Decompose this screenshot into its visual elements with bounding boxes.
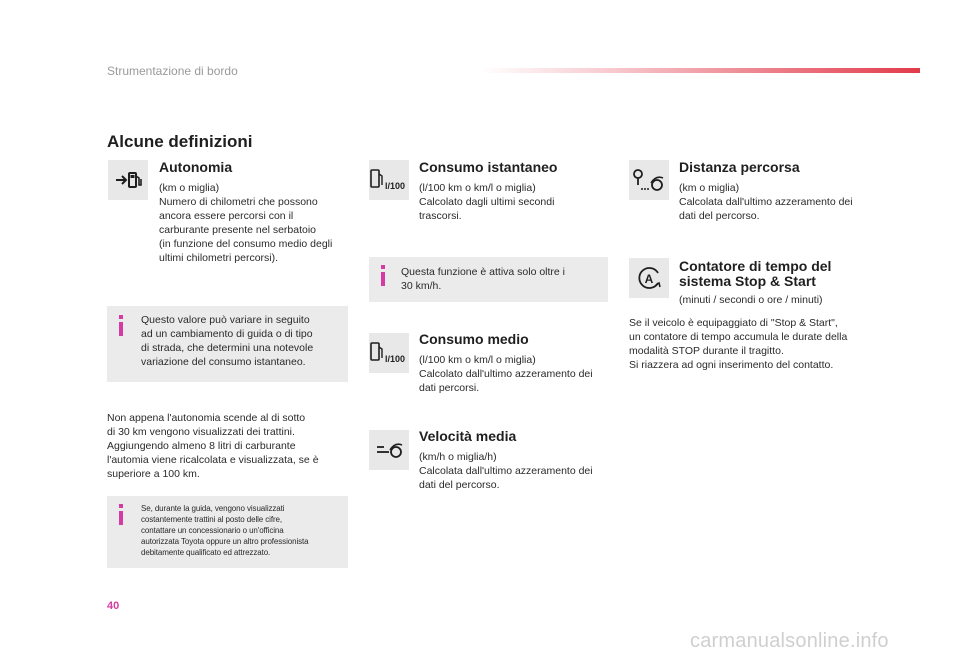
text-line: dati percorsi. — [419, 382, 480, 394]
info-icon-bar — [119, 511, 123, 525]
autonomia-line: ancora essere percorsi con il — [159, 210, 294, 222]
text-line: Aggiungendo almeno 8 litri di carburante — [107, 440, 296, 452]
average-consumption-icon-label: l/100 — [385, 354, 406, 364]
autonomia-line: Numero di chilometri che possono — [159, 196, 318, 208]
info-icon — [381, 265, 385, 269]
stop-start-icon-label: A — [644, 272, 654, 286]
text-line: Calcolata dall'ultimo azzeramento dei — [419, 465, 593, 477]
title-line: Contatore di tempo del — [679, 258, 832, 274]
note-line: Questa funzione è attiva solo oltre i — [401, 266, 566, 278]
text-line: un contatore di tempo accumula le durate della — [629, 331, 848, 343]
autonomia-body — [159, 181, 332, 265]
text-line: Calcolato dall'ultimo azzeramento dei — [419, 368, 593, 380]
distanza-percorsa-body — [679, 181, 853, 223]
text-line: (km/h o miglia/h) — [419, 451, 497, 463]
autonomia-title: Autonomia — [159, 159, 233, 175]
velocita-media-title: Velocità media — [419, 428, 517, 444]
info-note-autonomia — [107, 306, 348, 382]
text-line: dati del percorso. — [679, 210, 760, 222]
info-note-trattini — [107, 496, 348, 568]
text-line: superiore a 100 km. — [107, 468, 200, 480]
text-line: (l/100 km o km/l o miglia) — [419, 182, 536, 194]
note-line: Se, durante la guida, vengono visualizzati — [141, 504, 285, 513]
note-line: debitamente qualificato ed attrezzato. — [141, 548, 271, 557]
consumo-medio-title: Consumo medio — [419, 331, 529, 347]
distance-travelled-icon — [629, 160, 669, 200]
info-icon — [119, 504, 123, 508]
text-line: Calcolata dall'ultimo azzeramento dei — [679, 196, 853, 208]
text-line: Se il veicolo è equipaggiato di "Stop & Start", — [629, 317, 838, 329]
watermark: carmanualsonline.info — [690, 630, 889, 652]
note-line: variazione del consumo istantaneo. — [141, 356, 306, 368]
info-icon-bar — [381, 272, 385, 286]
autonomia-line: (km o miglia) — [159, 182, 220, 194]
note-line: di strada, che determini una notevole — [141, 342, 314, 354]
autonomia-line: ultimi chilometri percorsi). — [159, 252, 279, 264]
text-line: trascorsi. — [419, 210, 462, 222]
note-line: autorizzata Toyota oppure un altro professionista — [141, 537, 309, 546]
distanza-percorsa-title: Distanza percorsa — [679, 159, 800, 175]
stop-start-timer-icon — [629, 258, 669, 298]
consumo-istantaneo-title: Consumo istantaneo — [419, 159, 558, 175]
title-line: sistema Stop & Start — [679, 273, 816, 289]
contatore-subtitle: (minuti / secondi o ore / minuti) — [679, 294, 823, 306]
consumption-icon-label: l/100 — [385, 181, 406, 191]
text-line: di 30 km vengono visualizzati dei trattini. — [107, 426, 295, 438]
running-header: Strumentazione di bordo — [107, 64, 238, 78]
autonomia-line: carburante presente nel serbatoio — [159, 224, 317, 236]
note-line: costantemente trattini al posto delle cifre, — [141, 515, 283, 524]
note-line: 30 km/h. — [401, 280, 442, 292]
info-icon — [119, 315, 123, 319]
page-number: 40 — [107, 600, 120, 612]
note-line: ad un cambiamento di guida o di tipo — [141, 328, 313, 340]
average-consumption-icon — [369, 333, 409, 373]
text-line: (km o miglia) — [679, 182, 740, 194]
text-line: Calcolato dagli ultimi secondi — [419, 196, 555, 208]
info-note-consumo — [369, 257, 608, 302]
consumo-medio-body — [419, 353, 593, 395]
header-rule — [480, 68, 920, 73]
velocita-media-body — [419, 450, 593, 492]
autonomia-extra-text — [107, 411, 319, 481]
note-line: contattare un concessionario o un'officina — [141, 526, 284, 535]
text-line: modalità STOP durante il tragitto. — [629, 345, 784, 357]
contatore-body — [629, 316, 847, 372]
text-line: (l/100 km o km/l o miglia) — [419, 354, 536, 366]
text-line: l'automia viene ricalcolata e visualizzata, se è — [107, 454, 319, 466]
text-line: Non appena l'autonomia scende al di sotto — [107, 412, 306, 424]
fuel-range-icon — [108, 160, 148, 200]
fuel-consumption-icon — [369, 160, 409, 200]
page-title: Alcune definizioni — [107, 132, 253, 151]
text-line: dati del percorso. — [419, 479, 500, 491]
consumo-istantaneo-body — [419, 181, 554, 223]
info-icon-bar — [119, 322, 123, 336]
average-speed-icon — [369, 430, 409, 470]
autonomia-line: (in funzione del consumo medio degli — [159, 238, 333, 250]
contatore-title — [679, 259, 831, 289]
text-line: Si riazzera ad ogni inserimento del contatto. — [629, 359, 834, 371]
note-line: Questo valore può variare in seguito — [141, 314, 310, 326]
